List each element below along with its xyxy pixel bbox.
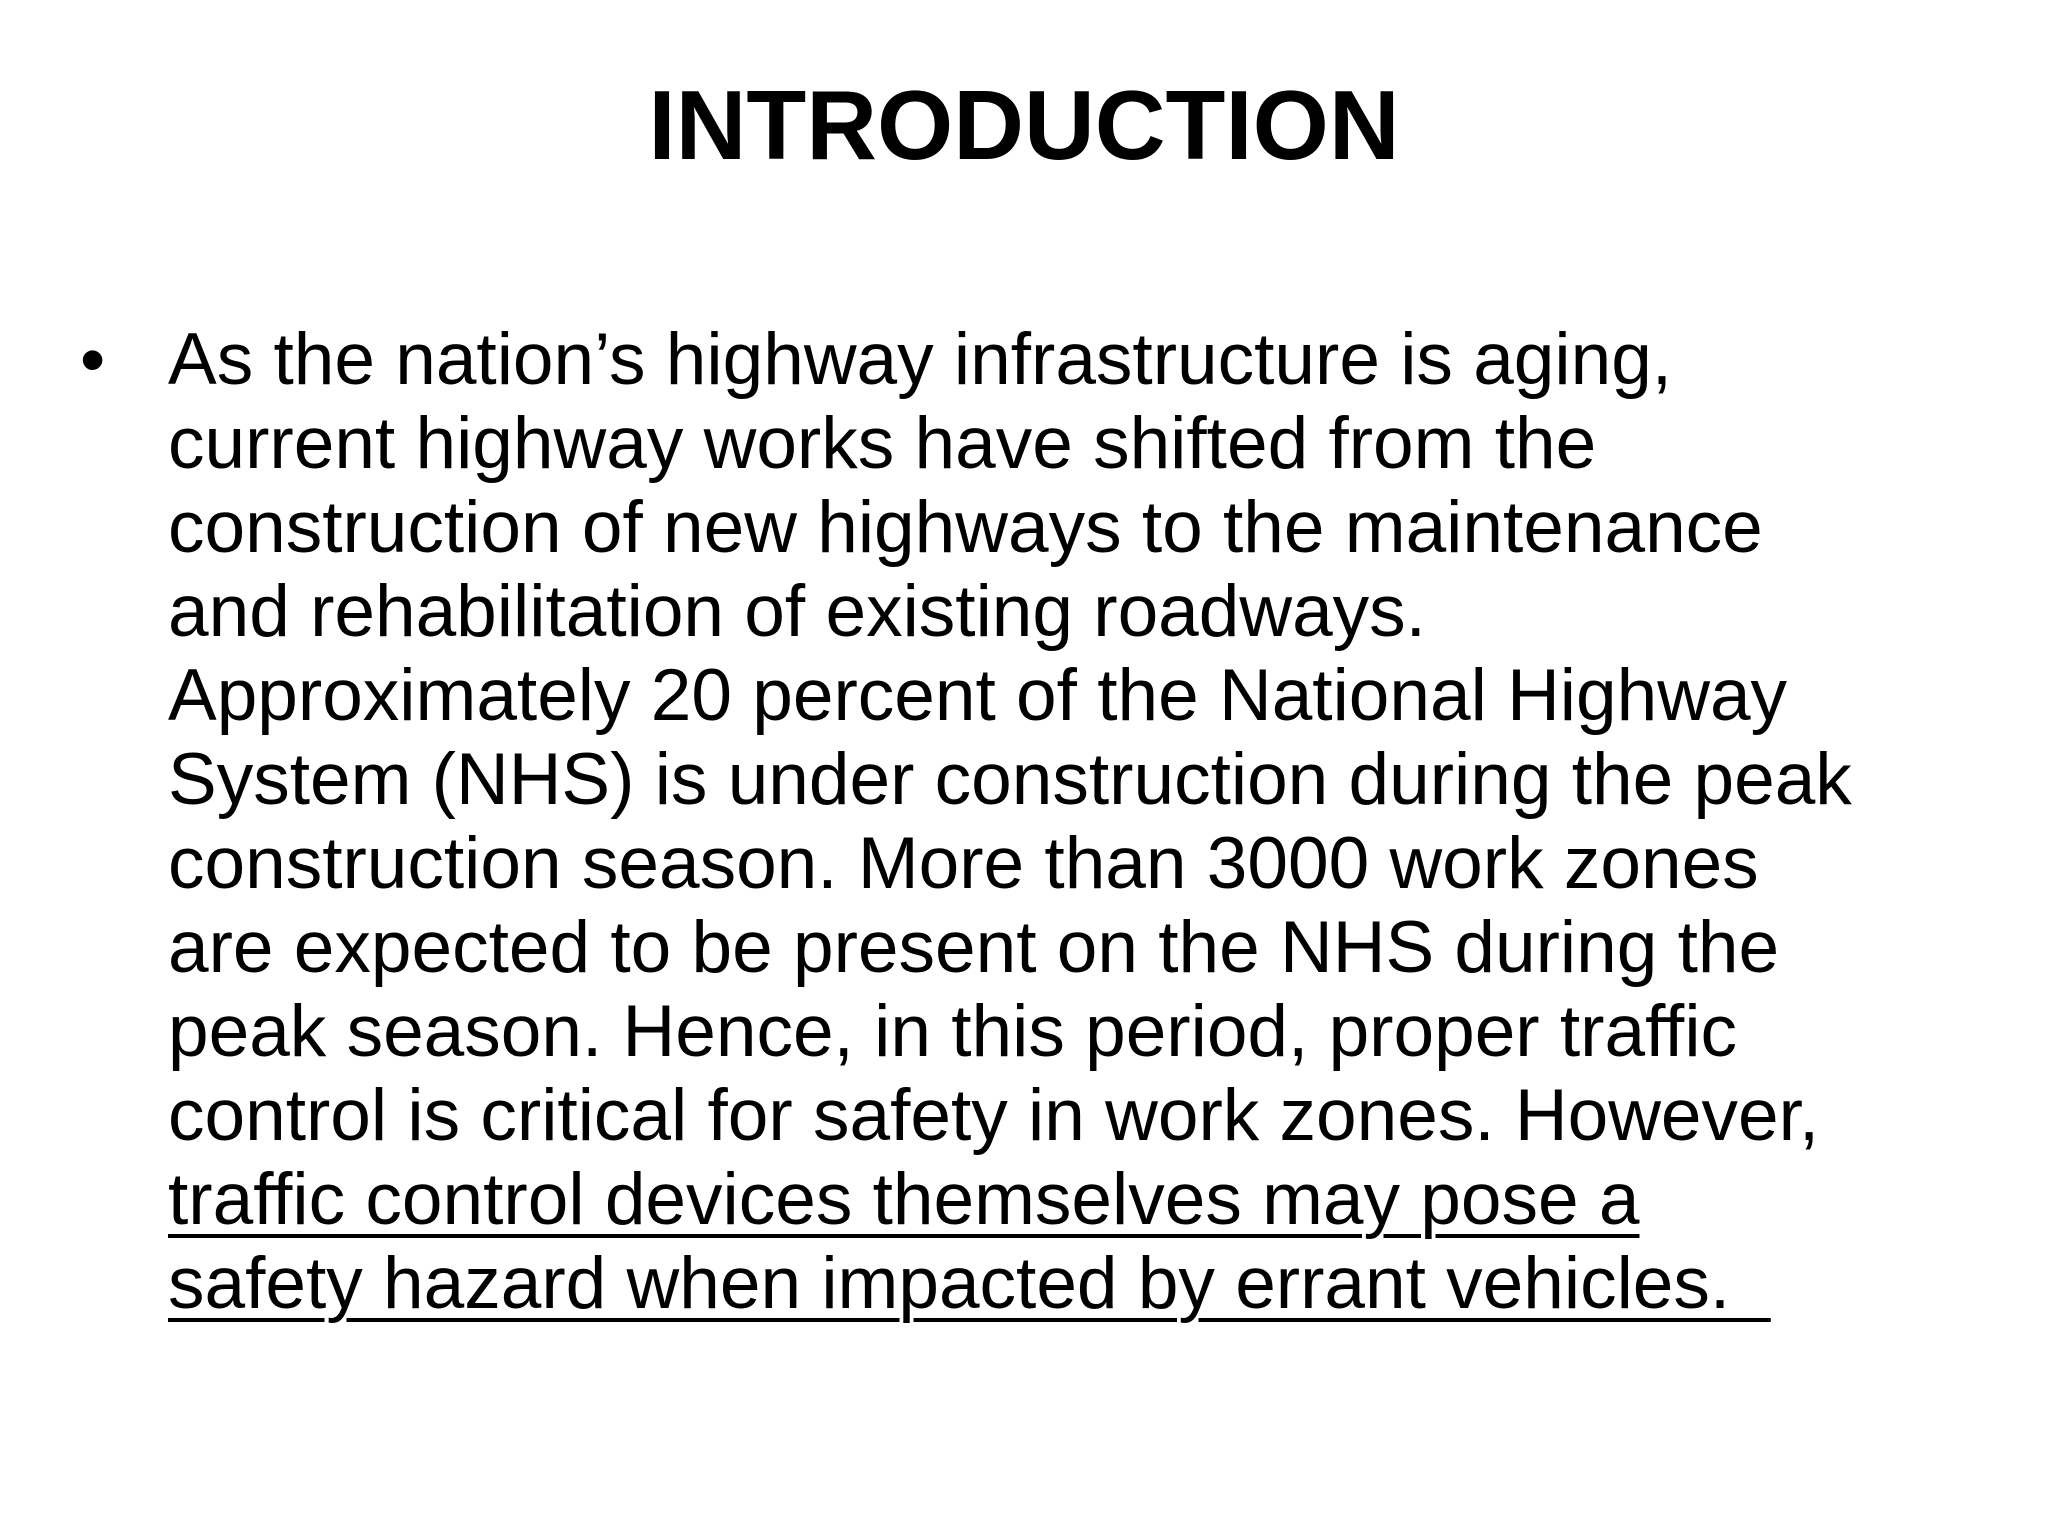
paragraph-line: construction season. More than 3000 work zones <box>168 823 1759 904</box>
paragraph-line: construction of new highways to the maintenance <box>168 487 1763 568</box>
paragraph-line: peak season. Hence, in this period, proper traffic <box>168 991 1738 1072</box>
slide-title: INTRODUCTION <box>648 70 1400 180</box>
bullet-icon: • <box>80 320 106 400</box>
paragraph-line: control is critical for safety in work zones. However, <box>168 1075 1820 1156</box>
paragraph-line: System (NHS) is under construction during the peak <box>168 739 1852 820</box>
underlined-line <box>168 1242 2048 1326</box>
paragraph-line: and rehabilitation of existing roadways. <box>168 571 1426 652</box>
underlined-line <box>168 1158 2048 1242</box>
underlined-text: safety hazard when impacted by errant vehicles. <box>168 1243 1771 1324</box>
paragraph-line: are expected to be present on the NHS during the <box>168 907 1780 988</box>
bullet-paragraph <box>168 318 2048 1326</box>
paragraph-line: current highway works have shifted from the <box>168 403 1597 484</box>
paragraph-line: As the nation’s highway infrastructure is aging, <box>168 319 1673 400</box>
underlined-text: traffic control devices themselves may pose a <box>168 1159 1640 1240</box>
paragraph-line: Approximately 20 percent of the National Highway <box>168 655 1788 736</box>
